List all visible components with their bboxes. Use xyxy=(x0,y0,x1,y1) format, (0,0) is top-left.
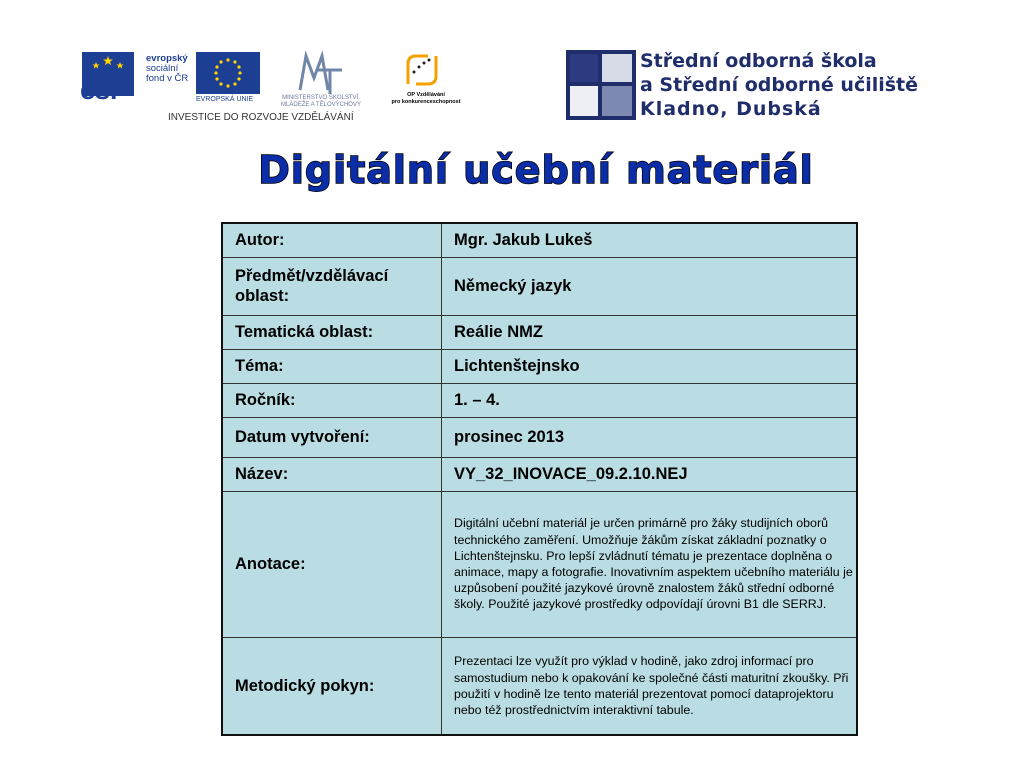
row-label: Téma: xyxy=(222,349,442,383)
row-label: Autor: xyxy=(222,223,442,257)
row-value: Prezentaci lze využít pro výklad v hodině, jako zdroj informací pro samostudium nebo k opakování ke společné části maturitní zkoušky. Při použití v hodině lze tento materiál prezentovat pomocí dataprojektoru nebo též prostřednictvím interaktivní tabule. xyxy=(442,637,858,735)
investice-caption: INVESTICE DO ROZVOJE VZDĚLÁVÁNÍ xyxy=(168,112,354,123)
table-row xyxy=(222,491,857,637)
row-value: prosinec 2013 xyxy=(442,417,858,457)
table-row xyxy=(222,223,857,257)
school-name-line1: Střední odborná škola xyxy=(640,50,877,72)
row-label: Datum vytvoření: xyxy=(222,417,442,457)
table-row xyxy=(222,383,857,417)
school-name-line2: a Střední odborné učiliště xyxy=(640,74,919,96)
eu-caption: EVROPSKÁ UNIE xyxy=(196,96,254,103)
row-value: Lichtenštejnsko xyxy=(442,349,858,383)
msmt-caption: MINISTERSTVO ŠKOLSTVÍ, MLÁDEŽE A TĚLOVÝCHOVY xyxy=(281,95,361,108)
material-info-table xyxy=(221,222,858,736)
table-row xyxy=(222,257,857,315)
row-label: Anotace: xyxy=(222,491,442,637)
row-value: VY_32_INOVACE_09.2.10.NEJ xyxy=(442,457,858,491)
table-row xyxy=(222,417,857,457)
esf-logo-text: esf xyxy=(80,74,118,105)
row-label: Název: xyxy=(222,457,442,491)
school-name-line3: Kladno, Dubská xyxy=(640,98,822,120)
school-logo-icon xyxy=(566,50,636,120)
table-row xyxy=(222,457,857,491)
op-caption: OP Vzdělávání pro konkurenceschopnost xyxy=(391,92,461,105)
table-row xyxy=(222,315,857,349)
table-row xyxy=(222,349,857,383)
row-label: Ročník: xyxy=(222,383,442,417)
eu-flag-icon xyxy=(196,52,260,94)
page-title: Digitální učební materiál xyxy=(258,148,814,192)
msmt-logo-icon xyxy=(296,50,346,96)
row-label: Předmět/vzdělávací oblast: xyxy=(222,257,442,315)
esf-caption: evropský sociální fond v ČR xyxy=(146,53,189,84)
row-label: Tematická oblast: xyxy=(222,315,442,349)
table-row xyxy=(222,637,857,735)
row-value: Mgr. Jakub Lukeš xyxy=(442,223,858,257)
row-label: Metodický pokyn: xyxy=(222,637,442,735)
row-value: Německý jazyk xyxy=(442,257,858,315)
row-value: 1. – 4. xyxy=(442,383,858,417)
funding-logos xyxy=(68,44,472,128)
op-logo-icon xyxy=(402,50,442,90)
row-value: Reálie NMZ xyxy=(442,315,858,349)
row-value: Digitální učební materiál je určen primárně pro žáky studijních oborů technického zaměření. Umožňuje žákům získat základní poznatky o Lichtenštejnsku. Pro lepší zvládnutí tématu je prezentace doplněna o animace, mapy a fotografie. Inovativním aspektem učebního materiálu je uzpůsobení použité jazykové úrovně znalostem žáků střední odborné školy. Použité jazykové prostředky odpovídají úrovni B1 dle SERRJ. xyxy=(442,491,858,637)
